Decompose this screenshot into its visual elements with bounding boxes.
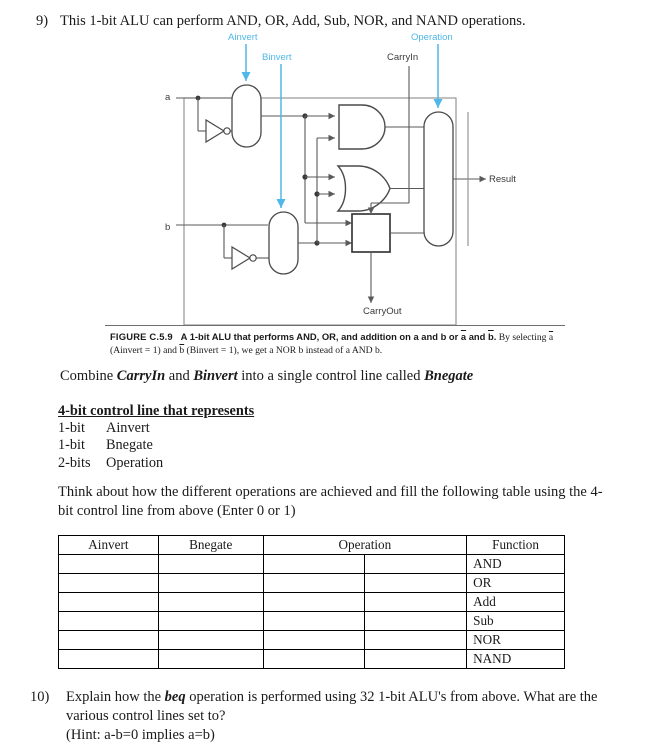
cell-bnegate[interactable] <box>158 650 263 669</box>
cell-operation-lo[interactable] <box>365 612 467 631</box>
caption-rest-b-bar: $\overline{b}$ <box>179 344 185 356</box>
question-9-text: This 1-bit ALU can perform AND, OR, Add, Sub, NOR, and NAND operations. <box>60 13 526 29</box>
cell-function: NOR <box>467 631 565 650</box>
control-line-list <box>58 420 163 472</box>
question-10-number: 10) <box>30 689 50 705</box>
combine-post: into a single control line called <box>237 368 425 384</box>
combine-pre: Combine <box>60 368 117 384</box>
cell-function: Sub <box>467 612 565 631</box>
cell-function: AND <box>467 555 565 574</box>
combine-term-bnegate: Bnegate <box>424 368 474 384</box>
carryin-label: CarryIn <box>387 52 419 63</box>
question-10-term-beq: beq <box>164 689 186 705</box>
caption-b-bar: $\overline{b}$ <box>488 331 494 342</box>
control-bits-2: 2-bits <box>58 454 91 471</box>
caption-rest-a-bar: $\overline{a}$ <box>548 332 554 343</box>
caption-rest-2: (Ainvert = 1) and <box>110 344 180 356</box>
cell-function: OR <box>467 574 565 593</box>
combine-instruction <box>60 368 620 385</box>
cell-operation-lo[interactable] <box>365 631 467 650</box>
cell-operation-hi[interactable] <box>263 650 365 669</box>
cell-bnegate[interactable] <box>158 555 263 574</box>
cell-ainvert[interactable] <box>59 574 159 593</box>
question-10-hint: (Hint: a-b=0 implies a=b) <box>66 727 215 744</box>
cell-bnegate[interactable] <box>158 593 263 612</box>
cell-bnegate[interactable] <box>158 574 263 593</box>
cell-operation-lo[interactable] <box>365 593 467 612</box>
cell-operation-lo[interactable] <box>365 555 467 574</box>
control-bits-1: 1-bit <box>58 437 86 454</box>
alu-control-table <box>58 535 565 669</box>
input-a-label: a <box>165 92 171 103</box>
table-row <box>59 555 565 574</box>
binvert-label: Binvert <box>262 52 292 63</box>
cell-operation-hi[interactable] <box>263 555 365 574</box>
caption-bold-text: A 1-bit ALU that performs AND, OR, and addition on a and b or <box>180 331 461 342</box>
table-header-row <box>59 536 565 555</box>
cell-bnegate[interactable] <box>158 612 263 631</box>
cell-operation-hi[interactable] <box>263 631 365 650</box>
cell-ainvert[interactable] <box>59 631 159 650</box>
operation-label: Operation <box>411 32 453 43</box>
control-line-item <box>58 455 163 472</box>
caption-a-bar: $\overline{a}$ <box>460 331 467 342</box>
caption-rule <box>105 325 565 326</box>
header-ainvert: Ainvert <box>59 536 159 555</box>
control-bits-0: 1-bit <box>58 420 86 436</box>
cell-ainvert[interactable] <box>59 593 159 612</box>
header-operation: Operation <box>263 536 467 555</box>
question-9-number: 9) <box>36 13 49 29</box>
header-bnegate: Bnegate <box>158 536 263 555</box>
caption-bold-mid: and <box>466 331 488 342</box>
combine-mid: and <box>165 368 194 384</box>
cell-operation-lo[interactable] <box>365 574 467 593</box>
control-line-item <box>58 437 163 454</box>
table-row <box>59 612 565 631</box>
cell-function: Add <box>467 593 565 612</box>
table-row <box>59 631 565 650</box>
control-name-2: Operation <box>106 454 164 471</box>
table-row <box>59 593 565 612</box>
alu-figure <box>0 28 669 328</box>
carryout-label: CarryOut <box>363 306 402 317</box>
question-10-pre: Explain how the <box>66 689 165 705</box>
cell-operation-hi[interactable] <box>263 612 365 631</box>
cell-operation-lo[interactable] <box>365 650 467 669</box>
table-row <box>59 574 565 593</box>
header-function: Function <box>467 536 565 555</box>
cell-ainvert[interactable] <box>59 612 159 631</box>
table-row <box>59 650 565 669</box>
combine-term-carryin: CarryIn <box>116 368 166 384</box>
cell-operation-hi[interactable] <box>263 593 365 612</box>
figure-caption <box>110 331 566 357</box>
question-10-post: operation is performed using 32 1-bit ALU's from above. What are the various control lines set to? <box>66 689 598 725</box>
alu-circuit-svg <box>0 28 669 328</box>
result-label: Result <box>489 174 516 185</box>
cell-bnegate[interactable] <box>158 631 263 650</box>
control-name-0: Ainvert <box>106 420 150 436</box>
cell-operation-hi[interactable] <box>263 574 365 593</box>
question-10 <box>30 688 630 745</box>
control-line-heading: 4-bit control line that represents <box>58 403 255 419</box>
cell-ainvert[interactable] <box>59 650 159 669</box>
caption-rest-3: (Binvert = 1), we get a NOR b instead of a AND b. <box>184 344 383 356</box>
table-instruction: Think about how the different operations are achieved and fill the following table using the 4-bit control line from above (Enter 0 or 1) <box>58 484 603 520</box>
combine-term-binvert: Binvert <box>193 368 238 384</box>
input-b-label: b <box>165 222 171 233</box>
cell-ainvert[interactable] <box>59 555 159 574</box>
caption-bold-end: . <box>493 331 497 342</box>
figure-number: FIGURE C.5.9 <box>110 331 173 342</box>
control-name-1: Bnegate <box>106 437 153 454</box>
question-10-body <box>66 688 630 745</box>
cell-function: NAND <box>467 650 565 669</box>
control-line-item <box>58 420 163 437</box>
caption-rest-1: By selecting <box>496 332 549 343</box>
ainvert-label: Ainvert <box>228 32 258 43</box>
